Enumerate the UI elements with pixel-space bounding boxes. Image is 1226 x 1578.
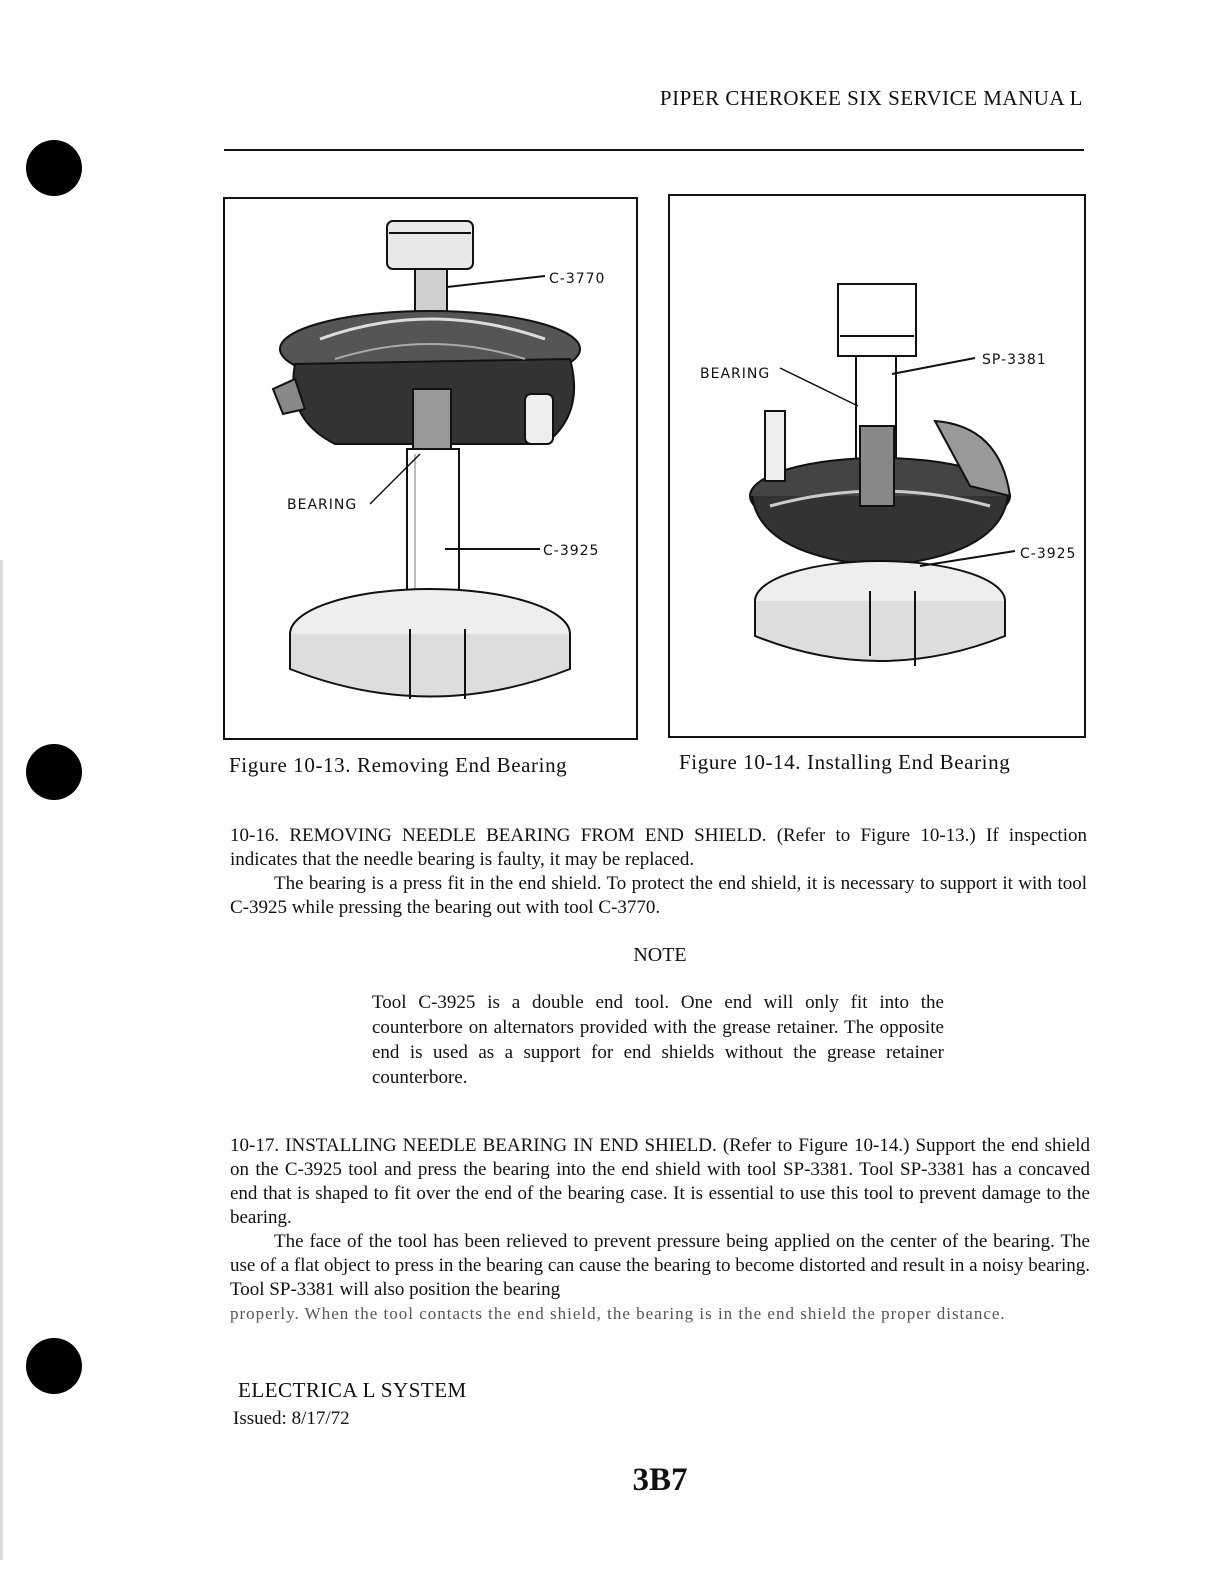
figure-10-14-illustration [670, 196, 1084, 736]
header-rule [224, 149, 1084, 151]
note-title: NOTE [633, 944, 687, 966]
callout-c3770: C-3770 [549, 271, 606, 287]
figure-10-13-caption: Figure 10-13. Removing End Bearing [229, 753, 568, 777]
figure-10-14 [668, 194, 1086, 738]
page-number: 3B7 [632, 1462, 688, 1498]
note-body: Tool C-3925 is a double end tool. One end will only fit into the counterbore on alternators provided with the grease retainer. The opposite end is used as a support for end shields without the grease retainer counterbore. [372, 992, 944, 1088]
section-10-16-body: The bearing is a press fit in the end shield. To protect the end shield, it is necessary to support it with tool C-3925 while pressing the bearing out with tool C-3770. [230, 873, 1087, 918]
section-10-17-heading: 10-17. INSTALLING NEEDLE BEARING IN END SHIELD. (Refer to Figure 10-14.) Support the end shield on the C-3925 tool and press the bearing into the end shield with tool SP-3381. Tool SP-3381 has a concaved end that is shaped to fit over the end of the bearing case. It is essential to use this tool to prevent damage to the bearing. [230, 1135, 1090, 1228]
callout-c3925-left: C-3925 [543, 543, 600, 559]
callout-bearing-right: BEARING [700, 366, 771, 382]
section-10-17 [230, 1134, 1090, 1326]
section-10-17-faint-line: properly. When the tool contacts the end shield, the bearing is in the end shield the proper distance. [230, 1304, 1006, 1323]
footer-issued: Issued: 8/17/72 [233, 1408, 350, 1429]
figure-10-13-illustration [225, 199, 636, 738]
scan-edge-mark [0, 560, 3, 1560]
section-10-16 [230, 824, 1087, 920]
figure-10-13 [223, 197, 638, 740]
section-10-17-body: The face of the tool has been relieved to prevent pressure being applied on the center of the bearing. The use of a flat object to press in the bearing can cause the bearing to become distorted and result in a noisy bearing. Tool SP-3381 will also position the bearing [230, 1231, 1090, 1300]
binder-hole-middle [26, 744, 82, 800]
callout-c3925-right: C-3925 [1020, 546, 1077, 562]
callout-sp3381: SP-3381 [982, 352, 1047, 368]
callout-bearing-left: BEARING [287, 497, 358, 513]
page-header-title: PIPER CHEROKEE SIX SERVICE MANUA L [659, 86, 1083, 110]
binder-hole-top [26, 140, 82, 196]
figure-10-14-caption: Figure 10-14. Installing End Bearing [679, 750, 1011, 774]
binder-hole-bottom [26, 1338, 82, 1394]
section-10-16-heading: 10-16. REMOVING NEEDLE BEARING FROM END SHIELD. (Refer to Figure 10-13.) If inspection indicates that the needle bearing is faulty, it may be replaced. [230, 825, 1087, 870]
footer-section: ELECTRICA L SYSTEM [238, 1378, 467, 1402]
